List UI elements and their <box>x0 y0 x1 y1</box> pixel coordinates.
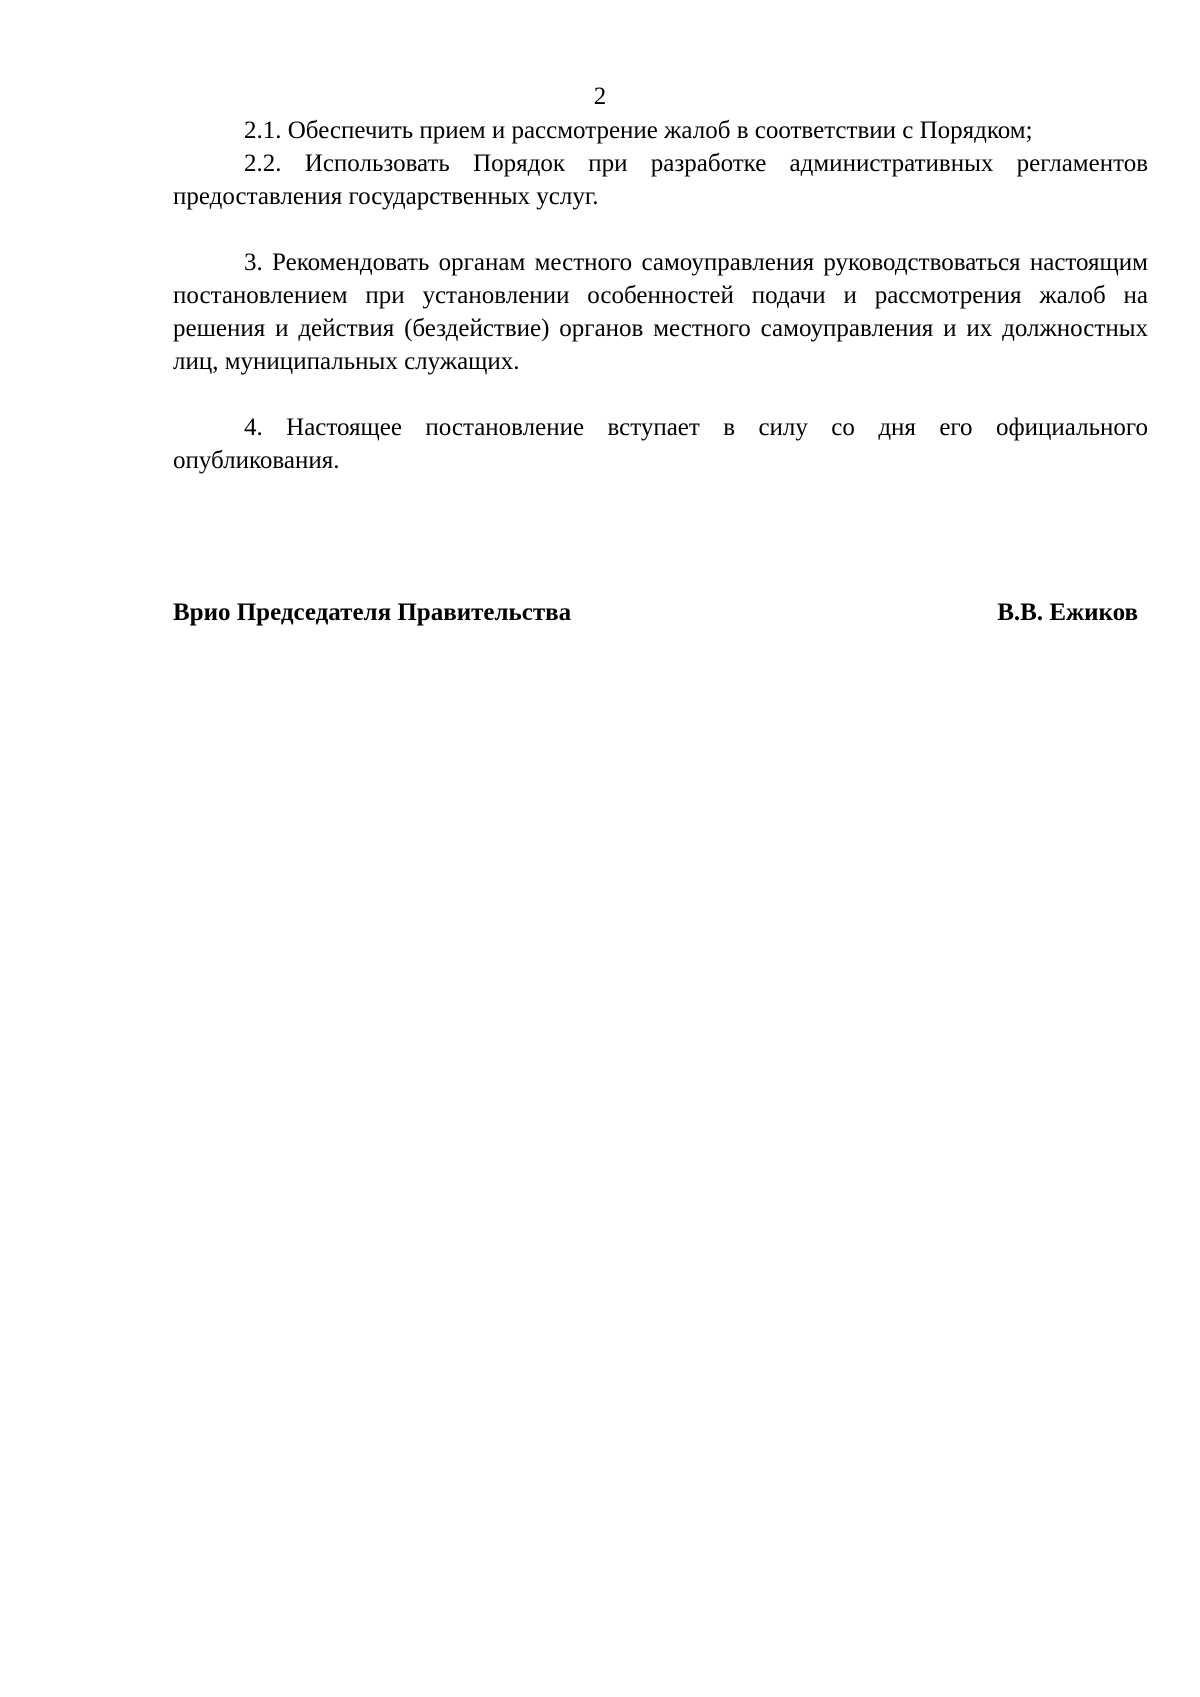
signatory-position: Врио Председателя Правительства <box>173 599 572 626</box>
signatory-name: В.В. Ежиков <box>997 599 1138 626</box>
signature-block <box>173 596 1138 629</box>
paragraph-4: 4. Настоящее постановление вступает в силу со дня его официального опубликования. <box>173 414 1148 474</box>
page-number: 2 <box>593 83 607 110</box>
paragraph-2-2: 2.2. Использовать Порядок при разработке административных регламентов предоставления государственных услуг. <box>173 150 1148 210</box>
paragraph-3: 3. Рекомендовать органам местного самоуправления руководствоваться настоящим постановлением при установлении особенностей подачи и рассмотрения жалоб на решения и действия (бездействие) органов местного самоуправления и их должностных лиц, муниципальных служащих. <box>173 249 1148 375</box>
paragraph-2-1: 2.1. Обеспечить прием и рассмотрение жалоб в соответствии с Порядком; <box>244 117 1033 144</box>
document-body <box>173 114 1148 477</box>
